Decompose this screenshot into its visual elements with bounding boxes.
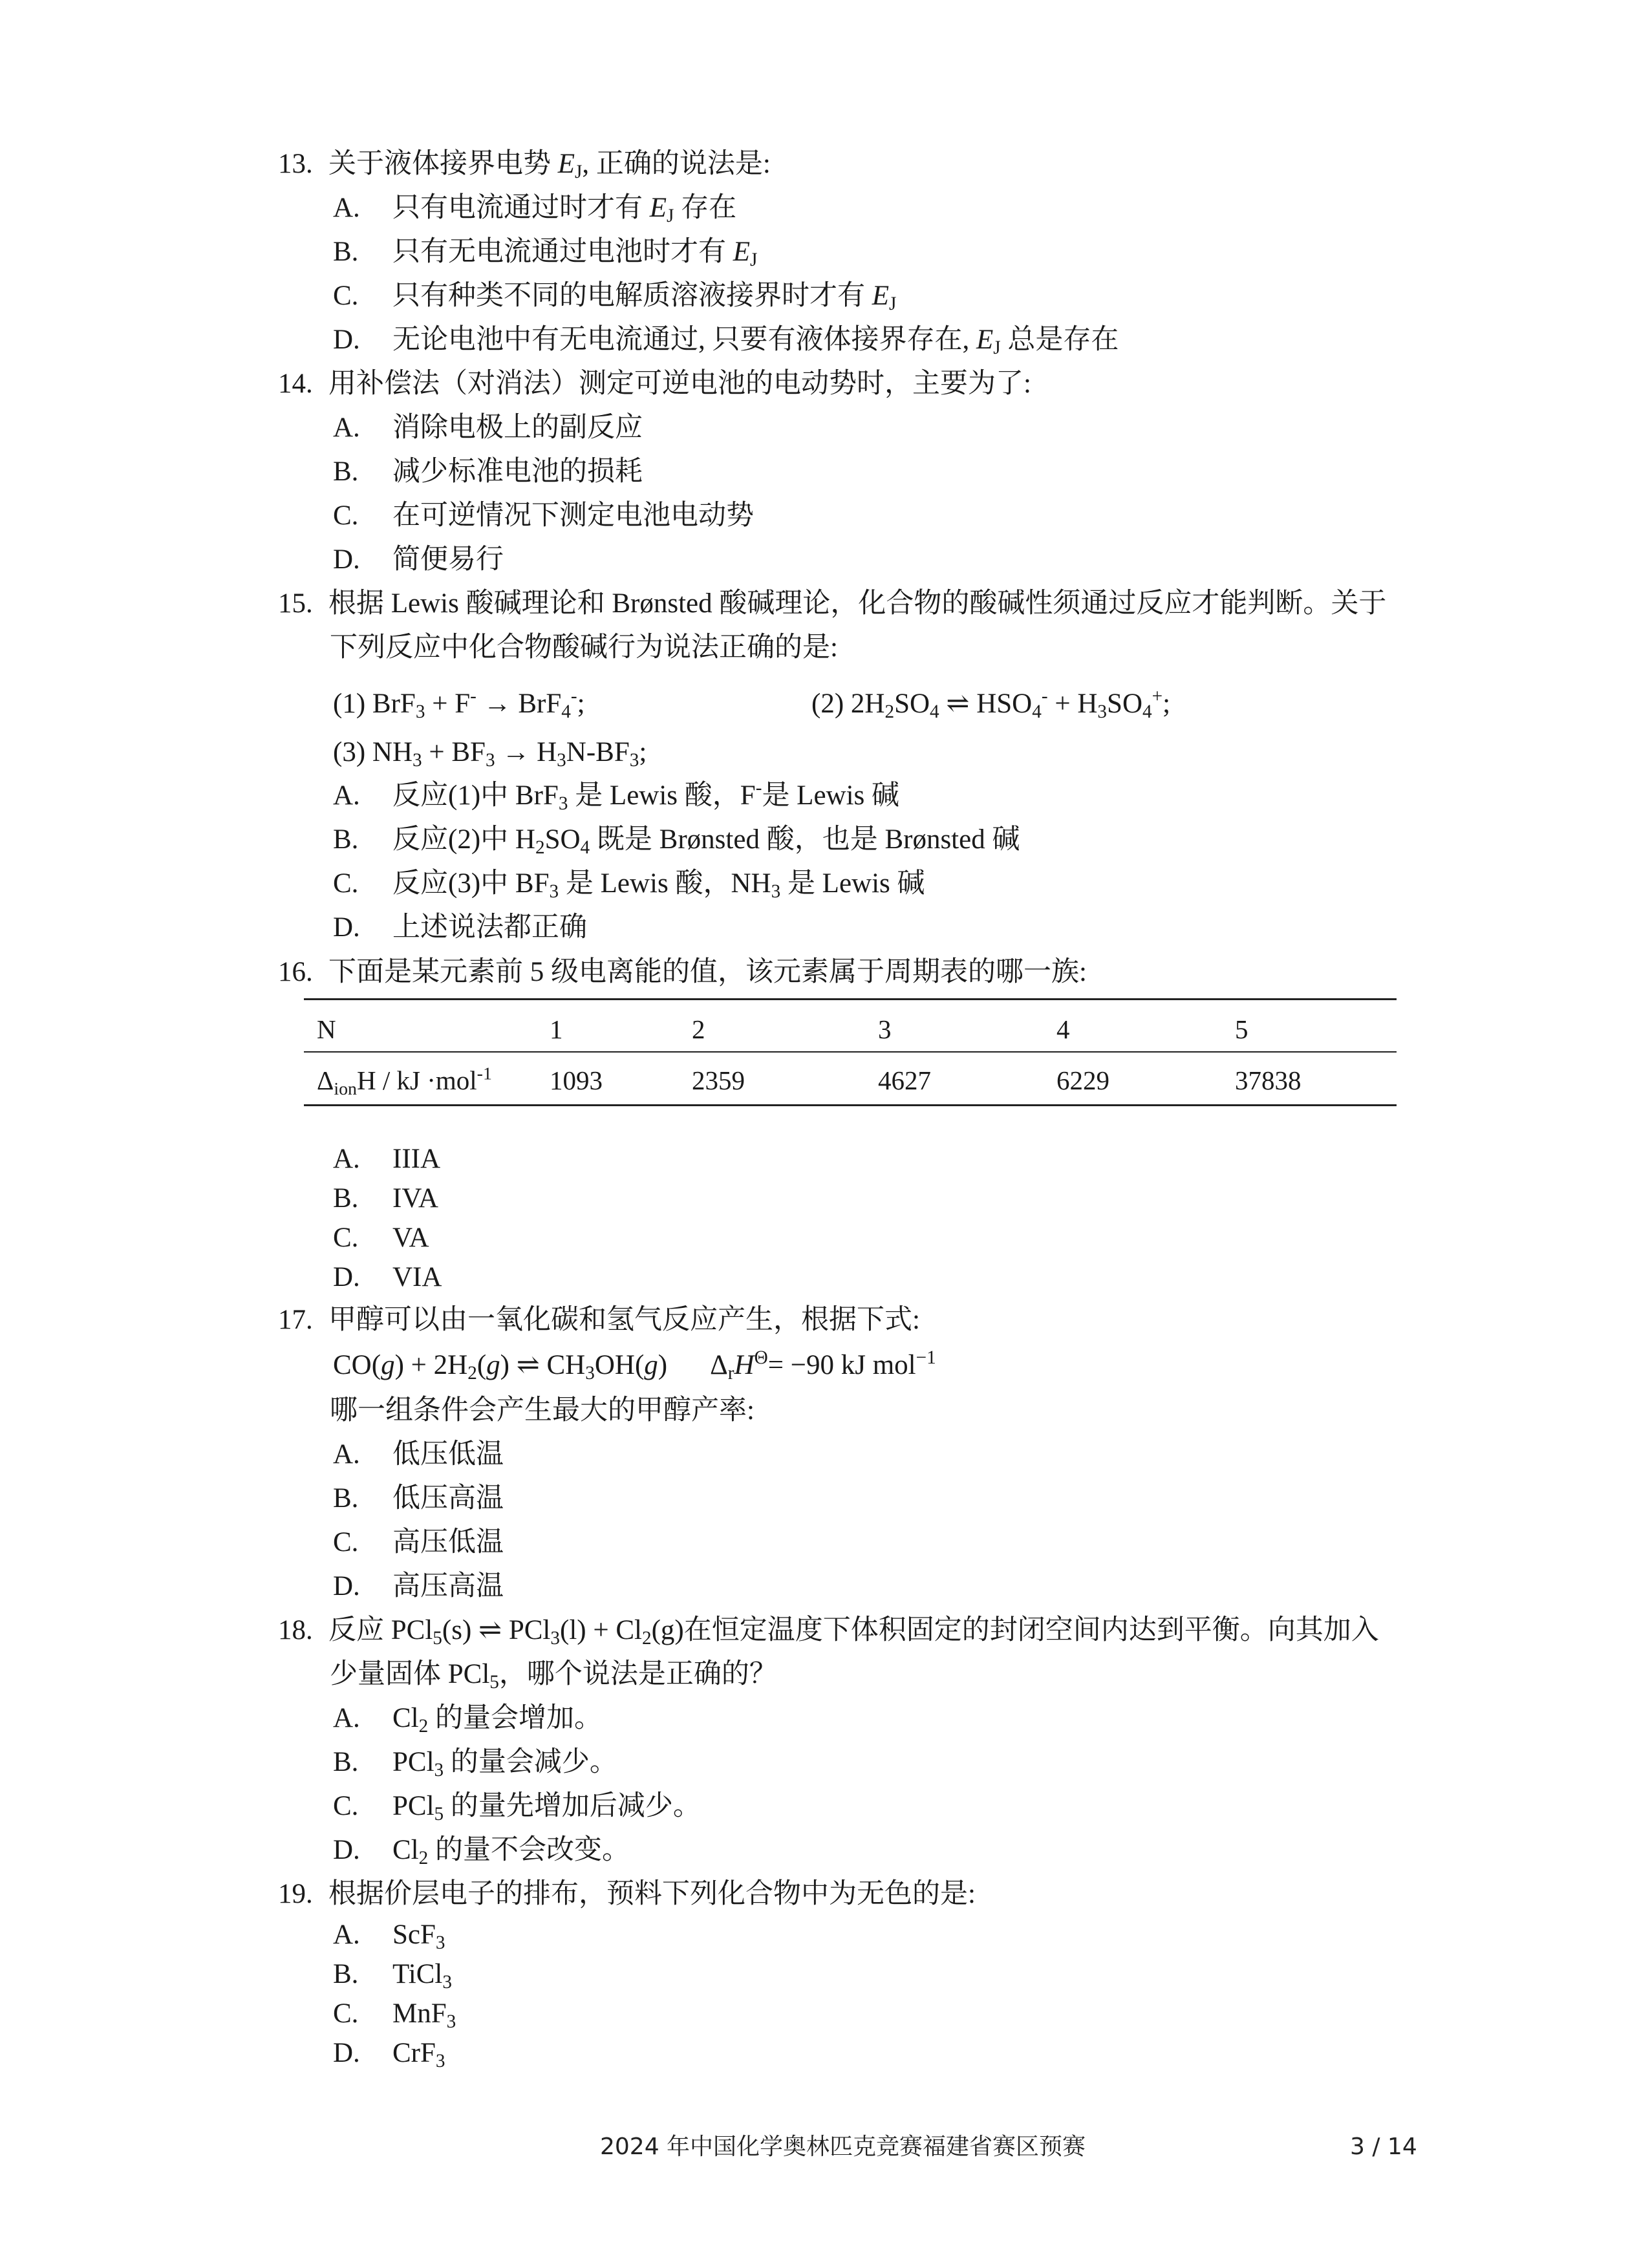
question-16-option-d: D. VIA <box>333 1262 442 1292</box>
methanol-equation: $CO(g) + 2H_2(g)$ ⇌ $CH_3OH(g)$ $\Delta_rH^\Theta= -90$ kJ mol$^{-1}$ <box>333 1347 936 1384</box>
question-19-option-a: A. ScF$_3$ <box>333 1920 445 1954</box>
table-header-1: 1 <box>550 1014 563 1044</box>
table-row-label: $\Delta_{ion}H$ / kJ ·mol$^{-1}$ <box>317 1064 492 1099</box>
question-16-option-c: C. VA <box>333 1223 429 1253</box>
question-17-stem: 17. 甲醇可以由一氧化碳和氢气反应产生，根据下式: <box>278 1305 920 1335</box>
question-13-option-d: D. 无论电池中有无电流通过, 只要有液体接界存在, $E_J$ 总是存在 <box>333 325 1119 359</box>
table-header-4: 4 <box>1056 1014 1070 1044</box>
question-14-option-b: B. 减少标准电池的损耗 <box>333 456 643 487</box>
question-17-option-b: B. 低压高温 <box>333 1483 504 1514</box>
table-mid-rule <box>304 1051 1397 1053</box>
question-15-stem: 15. 根据 Lewis 酸碱理论和 Brønsted 酸碱理论，化合物的酸碱性须通过反应才能判断。关于 <box>278 588 1387 619</box>
question-14-option-a: A. 消除电极上的副反应 <box>333 412 643 443</box>
question-13-option-c: C. 只有种类不同的电解质溶液接界时才有 $E_J$ <box>333 281 897 315</box>
question-14-option-c: C. 在可逆情况下测定电池电动势 <box>333 500 754 531</box>
question-17-option-c: C. 高压低温 <box>333 1527 504 1557</box>
question-19-option-b: B. TiCl$_3$ <box>333 1959 452 1993</box>
question-16-option-a: A. IIIA <box>333 1144 441 1174</box>
table-header-2: 2 <box>692 1014 705 1044</box>
table-value-4: 6229 <box>1056 1065 1109 1095</box>
table-top-rule <box>304 998 1397 1000</box>
question-15-option-c: C. 反应(3)中 $BF_3$ 是 Lewis 酸，$NH_3$ 是 Lewis 碱 <box>333 868 925 903</box>
question-14-option-d: D. 简便易行 <box>333 544 504 575</box>
reaction-3: (3) $NH_3 + BF_3 \to H_3N-BF_3$; <box>333 737 647 771</box>
question-17-option-d: D. 高压高温 <box>333 1571 504 1601</box>
table-header-n: N <box>317 1014 336 1044</box>
table-value-5: 37838 <box>1235 1065 1302 1095</box>
question-18-option-c: C. PCl$_5$ 的量先增加后减少。 <box>333 1791 701 1825</box>
question-15-option-a: A. 反应(1)中 BrF$_3$ 是 Lewis 酸，F-是 Lewis 碱 <box>333 777 900 815</box>
question-15-stem-continued: 下列反应中化合物酸碱行为说法正确的是: <box>330 632 838 663</box>
table-value-2: 2359 <box>692 1065 745 1095</box>
table-bottom-rule <box>304 1104 1397 1106</box>
table-header-5: 5 <box>1235 1014 1248 1044</box>
question-13-option-a: A. 只有电流通过时才有 $E_J$ 存在 <box>333 193 737 227</box>
question-17-stem-continued: 哪一组条件会产生最大的甲醇产率: <box>330 1395 755 1426</box>
question-18-option-a: A. $Cl_2$ 的量会增加。 <box>333 1703 603 1737</box>
question-13-option-b: B. 只有无电流通过电池时才有 $E_J$ <box>333 237 758 271</box>
question-18-option-b: B. PCl$_3$ 的量会减少。 <box>333 1747 617 1781</box>
table-value-1: 1093 <box>550 1065 603 1095</box>
question-15-option-d: D. 上述说法都正确 <box>333 912 587 943</box>
table-value-3: 4627 <box>878 1065 931 1095</box>
question-17-option-a: A. 低压低温 <box>333 1439 504 1470</box>
question-18-stem: 18. 反应 PCl$_5$(s) ⇌ $PCl_3(l) + Cl_2(g)$在恒定温度下体积固定的封闭空间内达到平衡。向其加入 <box>278 1615 1379 1649</box>
reaction-2: (2) $2H_2SO_4$ ⇌ $HSO_4^- + H_3SO_4^+$; <box>811 685 1171 723</box>
question-19-option-c: C. MnF$_3$ <box>333 1998 456 2033</box>
question-19-option-d: D. CrF$_3$ <box>333 2038 445 2072</box>
question-16-stem: 16. 下面是某元素前 5 级电离能的值，该元素属于周期表的哪一族: <box>278 957 1087 987</box>
reaction-1: (1) BrF$_3$ + F- → BrF$_4$-; <box>333 685 585 723</box>
question-18-stem-continued: 少量固体 PCl$_5$，哪个说法是正确的？ <box>330 1659 777 1693</box>
table-header-3: 3 <box>878 1014 892 1044</box>
question-16-option-b: B. IVA <box>333 1183 438 1214</box>
question-18-option-d: D. $Cl_2$ 的量不会改变。 <box>333 1835 630 1869</box>
question-13-stem: 13. 关于液体接界电势 $E_J$, 正确的说法是: <box>278 149 771 183</box>
question-19-stem: 19. 根据价层电子的排布，预料下列化合物中为无色的是: <box>278 1879 976 1909</box>
question-14-stem: 14. 用补偿法（对消法）测定可逆电池的电动势时，主要为了: <box>278 369 1031 399</box>
footer-title: 2024 年中国化学奥林匹克竞赛福建省赛区预赛 <box>600 2134 1086 2160</box>
question-15-option-b: B. 反应(2)中 $H_2SO_4$ 既是 Brønsted 酸，也是 Brønsted 碱 <box>333 824 1020 859</box>
page-number: 3 / 14 <box>1350 2134 1417 2160</box>
